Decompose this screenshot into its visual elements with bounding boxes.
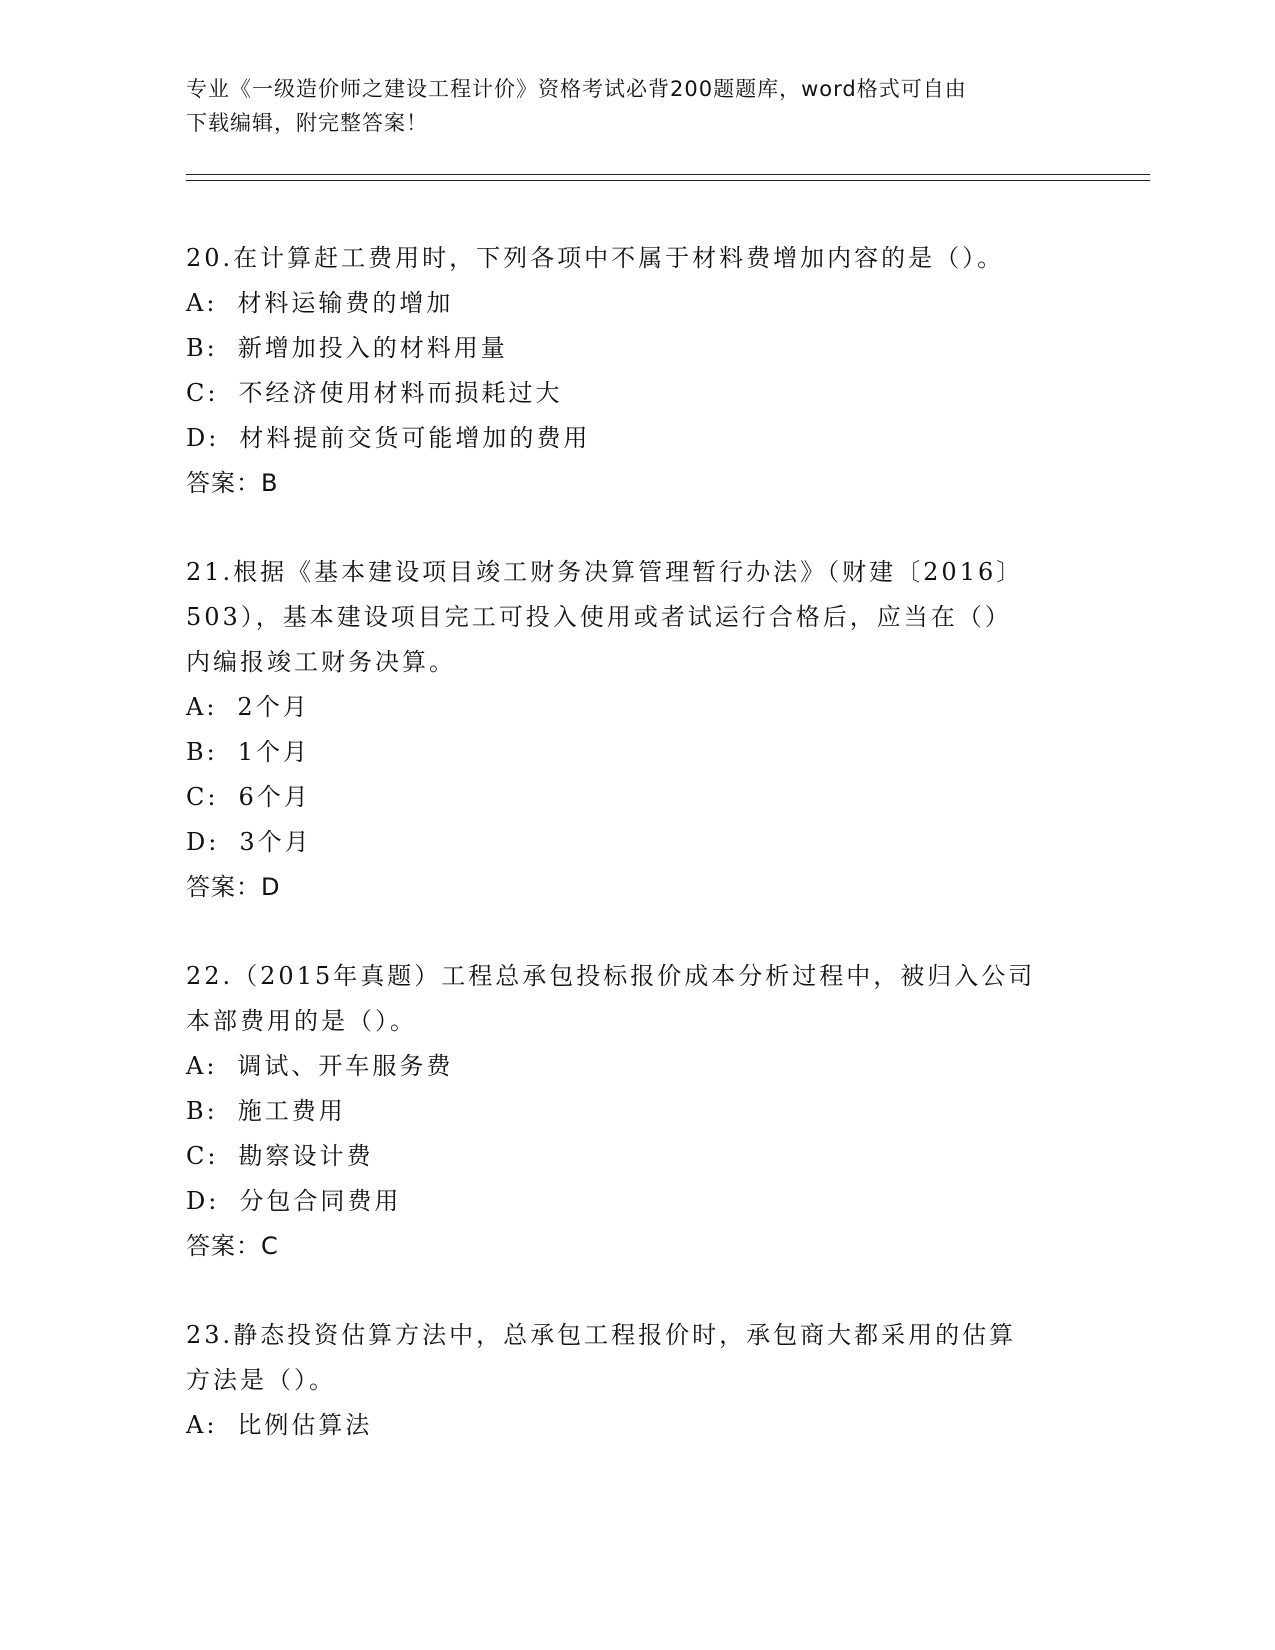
answer-option: [186, 281, 1086, 326]
option-text: 比例估算法: [237, 1411, 373, 1439]
header-divider-bottom: [186, 180, 1150, 181]
question-stem-line: 内编报竣工财务决算。: [186, 648, 456, 676]
question-stem-line: 20.在计算赶工费用时，下列各项中不属于材料费增加内容的是（）。: [186, 244, 1005, 272]
option-text: 施工费用: [237, 1097, 346, 1125]
option-letter: A:: [186, 693, 218, 721]
option-text: 调试、开车服务费: [237, 1052, 454, 1080]
option-text: 不经济使用材料而损耗过大: [238, 379, 563, 407]
question-list: [186, 236, 1086, 1492]
option-text: 勘察设计费: [238, 1142, 374, 1170]
option-text: 1个月: [237, 738, 311, 766]
option-letter: B:: [186, 334, 218, 362]
answer-option: [186, 1134, 1086, 1179]
header-divider-top: [186, 174, 1150, 175]
answer-option: [186, 775, 1086, 820]
answer-option: [186, 820, 1086, 865]
option-letter: B:: [186, 1097, 218, 1125]
answer-option: [186, 326, 1086, 371]
option-text: 分包合同费用: [239, 1187, 402, 1215]
option-letter: D:: [186, 828, 220, 856]
question-stem-line: 方法是（）。: [186, 1366, 336, 1394]
option-text: 材料运输费的增加: [237, 289, 454, 317]
option-letter: D:: [186, 1187, 220, 1215]
answer-option: [186, 685, 1086, 730]
question-stem-line: 21.根据《基本建设项目竣工财务决算管理暂行办法》（财建〔2016〕: [186, 558, 1024, 586]
option-letter: C:: [186, 783, 219, 811]
answer-option: [186, 371, 1086, 416]
answer-option: [186, 1179, 1086, 1224]
option-text: 2个月: [237, 693, 310, 721]
question-stem-line: 23.静态投资估算方法中，总承包工程报价时，承包商大都采用的估算: [186, 1321, 1017, 1349]
answer-option: [186, 416, 1086, 461]
option-letter: A:: [186, 1052, 218, 1080]
answer-option: [186, 1044, 1086, 1089]
option-text: 6个月: [238, 783, 311, 811]
option-text: 3个月: [239, 828, 312, 856]
answer-option: [186, 730, 1086, 775]
option-letter: C:: [186, 379, 219, 407]
answer-key: 答案：D: [186, 873, 281, 901]
answer-key: 答案：B: [186, 469, 279, 497]
option-text: 新增加投入的材料用量: [237, 334, 508, 362]
question-block: [186, 954, 1086, 1269]
document-header: [186, 72, 1066, 140]
question-block: [186, 550, 1086, 910]
question-block: [186, 236, 1086, 506]
header-line-2: 下载编辑，附完整答案！: [186, 111, 428, 135]
option-letter: C:: [186, 1142, 219, 1170]
header-line-1: 专业《一级造价师之建设工程计价》资格考试必背200题题库，word格式可自由: [186, 77, 967, 101]
option-letter: A:: [186, 1411, 218, 1439]
answer-key: 答案：C: [186, 1232, 279, 1260]
answer-option: [186, 1403, 1086, 1448]
question-block: [186, 1313, 1086, 1448]
option-letter: B:: [186, 738, 218, 766]
option-letter: A:: [186, 289, 218, 317]
option-text: 材料提前交货可能增加的费用: [239, 424, 591, 452]
question-stem-line: 503），基本建设项目完工可投入使用或者试运行合格后，应当在（）: [186, 603, 1012, 631]
question-stem-line: 本部费用的是（）。: [186, 1007, 417, 1035]
answer-option: [186, 1089, 1086, 1134]
option-letter: D:: [186, 424, 220, 452]
question-stem-line: 22.（2015年真题）工程总承包投标报价成本分析过程中，被归入公司: [186, 962, 1036, 990]
